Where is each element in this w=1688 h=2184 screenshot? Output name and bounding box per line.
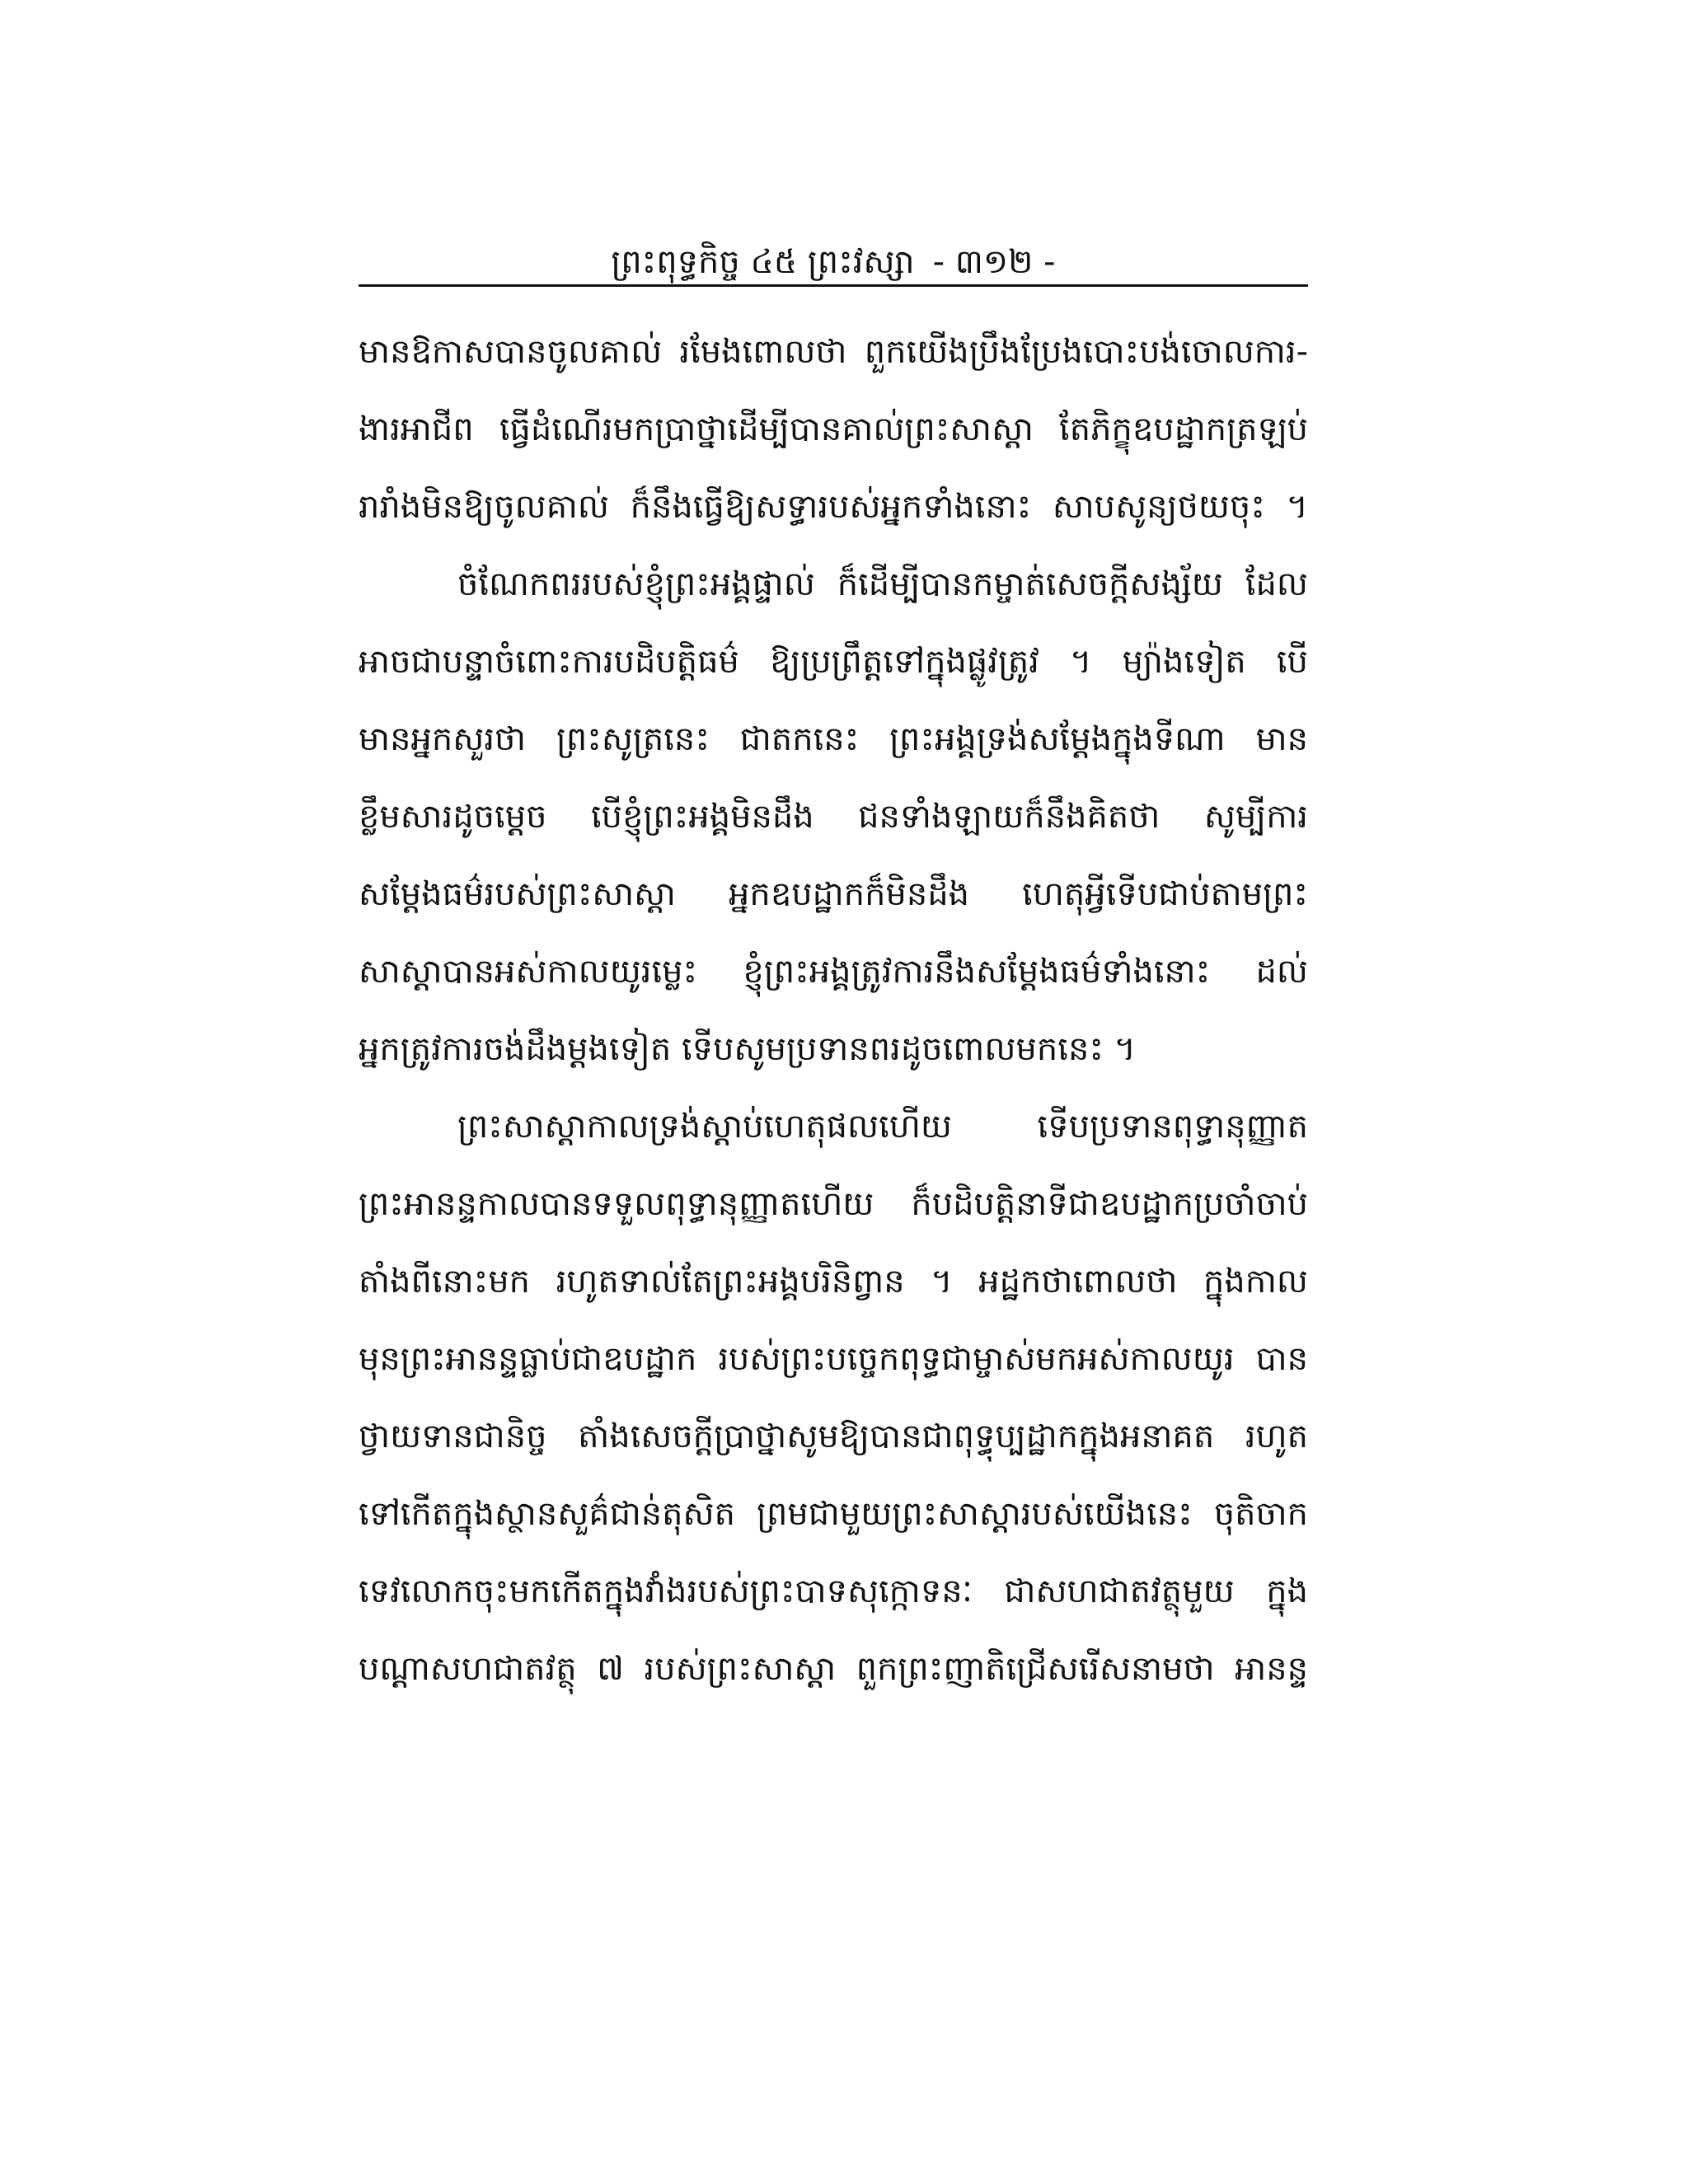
- text-line: ទៅកើតក្នុងស្ថានសួគ៌ជាន់តុសិត ព្រមជាមួយព្រះសាស្តារបស់យើងនេះ ចុតិចាក: [359, 1495, 1308, 1533]
- text-line: ថ្វាយទានជានិច្ច តាំងសេចក្តីប្រាថ្នាសូមឱ្យបានជាពុទ្ធុប្បដ្ឋាកក្នុងអនាគត រហូត: [359, 1418, 1308, 1455]
- book-title: ព្រះពុទ្ធកិច្ច ៤៥ ព្រះវស្សា: [611, 243, 915, 281]
- text-line: សាស្តាបានអស់កាលយូរម្លេះ ខ្ញុំព្រះអង្គត្រូវការនឹងសម្តែងធម៌ទាំងនោះ ដល់: [359, 953, 1308, 991]
- text-line: ព្រះអានន្ទកាលបានទទួលពុទ្ធានុញ្ញាតហើយ ក៏បដិបត្តិនាទីជាឧបដ្ឋាកប្រចាំចាប់: [359, 1185, 1308, 1223]
- text-line: តាំងពីនោះមក រហូតទាល់តែព្រះអង្គបរិនិព្វាន ។ អដ្ឋកថាពោលថា ក្នុងកាល: [359, 1263, 1308, 1301]
- page-number: - ៣១២ -: [932, 243, 1056, 281]
- paragraph-first-line: ព្រះសាស្តាកាលទ្រង់ស្តាប់ហេតុផលហើយ ទើបប្រទានពុទ្ធានុញ្ញាត: [457, 1108, 1308, 1146]
- paragraph-last-line: អ្នកត្រូវការចង់ដឹងម្តងទៀត ទើបសូមប្រទានពរដូចពោលមកនេះ ។: [359, 1030, 1137, 1068]
- text-line: បណ្តាសហជាតវត្ថុ ៧ របស់ព្រះសាស្តា ពួកព្រះញាតិជ្រើសរើសនាមថា អានន្ទ: [359, 1650, 1308, 1688]
- running-header: [359, 239, 1308, 285]
- text-line: សម្តែងធម៌របស់ព្រះសាស្តា អ្នកឧបដ្ឋាកក៏មិនដឹង ហេតុអ្វីទើបជាប់តាមព្រះ: [359, 875, 1308, 913]
- header-rule: [359, 284, 1308, 287]
- text-line: ខ្លឹមសារដូចម្តេច បើខ្ញុំព្រះអង្គមិនដឹង ជនទាំងឡាយក៏នឹងគិតថា សូម្បីការ: [359, 798, 1308, 836]
- text-line: រារាំងមិនឱ្យចូលគាល់ ក៏នឹងធ្វើឱ្យសទ្ធារបស់អ្នកទាំងនោះ សាបសូន្យថយចុះ ។: [359, 488, 1308, 526]
- text-line: អាចជាបន្ទាចំពោះការបដិបត្តិធម៌ ឱ្យប្រព្រឹត្តទៅក្នុងផ្លូវត្រូវ ។ ម្យ៉ាងទៀត បើ: [359, 643, 1308, 681]
- paragraph-first-line: ចំណែកពររបស់ខ្ញុំព្រះអង្គផ្ទាល់ ក៏ដើម្បីបានកម្ចាត់សេចក្តីសង្ស័យ ដែល: [457, 565, 1308, 603]
- body-text: [359, 313, 1308, 1708]
- text-line: មានឱកាសបានចូលគាល់ រមែងពោលថា ពួកយើងប្រឹងប្រែងបោះបង់ចោលការ-: [359, 333, 1308, 371]
- text-line: ទេវលោកចុះមកកើតក្នុងវាំងរបស់ព្រះបាទសុក្កោទនៈ ជាសហជាតវត្ថុមួយ ក្នុង: [359, 1572, 1308, 1610]
- text-line: ងារអាជីព ធ្វើដំណើរមកប្រាថ្នាដើម្បីបានគាល់ព្រះសាស្តា តែភិក្ខុឧបដ្ឋាកត្រឡប់: [359, 410, 1308, 448]
- text-line: មុនព្រះអានន្ទធ្លាប់ជាឧបដ្ឋាក របស់ព្រះបច្ចេកពុទ្ធជាម្ចាស់មកអស់កាលយូរ បាន: [359, 1340, 1308, 1378]
- text-line: មានអ្នកសួរថា ព្រះសូត្រនេះ ជាតកនេះ ព្រះអង្គទ្រង់សម្តែងក្នុងទីណា មាន: [359, 720, 1308, 758]
